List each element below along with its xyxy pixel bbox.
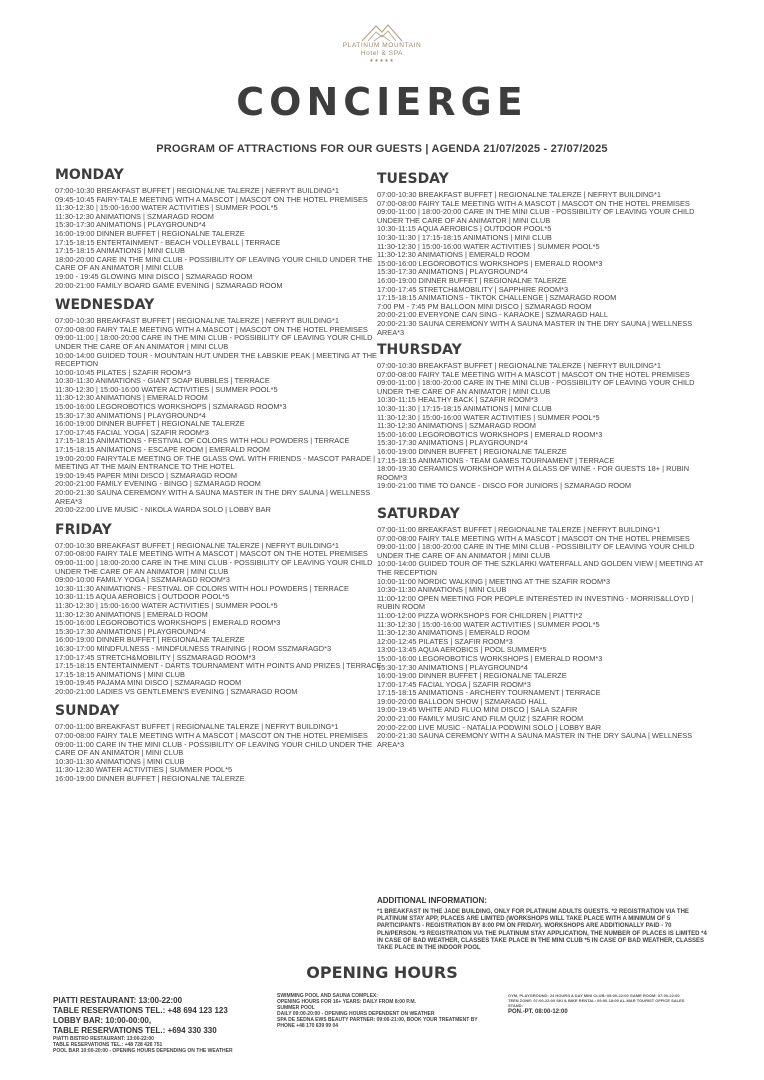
- event-item: 10:30-11:15 AQUA AEROBICS | OUTDOOR POOL*5: [377, 224, 552, 234]
- event-item: 16:30-17:00 MINDFULNESS - MINDFULNESS TRAINING | ROOM SSZMARAGD*3: [55, 643, 332, 653]
- event-item: 11:00-12:00 OPEN MEETING FOR PEOPLE INTERESTED IN INVESTING - MORRIS&LLOYD | RUBIN ROOM: [377, 593, 694, 612]
- event-item: 10:30-11:30 | 17:15-18:15 ANIMATIONS | MINI CLUB: [377, 232, 552, 242]
- event-item: 15:30-17:30 ANIMATIONS | PLAYGROUND*4: [55, 626, 206, 636]
- event-item: 07:00-10:30 BREAKFAST BUFFET | REGIONALNE TALERZE | NEFRYT BUILDING*1: [55, 540, 339, 550]
- event-item: 20:00-21:30 SAUNA CEREMONY WITH A SAUNA MASTER IN THE DRY SAUNA | WELLNESS AREA*3: [377, 731, 693, 749]
- event-item: 12:00-12:45 PILATES | SZAFIR ROOM*3: [377, 636, 513, 646]
- opening-line: TABLE RESERVATIONS TEL.: +48 694 123 123: [53, 1006, 228, 1015]
- event-item: 07:00-08:00 FAIRY TALE MEETING WITH A MASCOT | MASCOT ON THE HOTEL PREMISES: [377, 533, 690, 543]
- event-item: 09:45-10:45 FAIRY-TALE MEETING WITH A MASCOT | MASCOT ON THE HOTEL PREMISES: [55, 194, 368, 204]
- event-item: 19:00 - 19:45 GLOWING MINI DISCO | SZMARAGD ROOM: [55, 271, 253, 281]
- day-title: WEDNESDAY: [55, 297, 155, 314]
- event-item: 07:00-08:00 FAIRY TALE MEETING WITH A MASCOT | MASCOT ON THE HOTEL PREMISES: [377, 198, 690, 208]
- event-item: 19:00-19:45 PAJAMA MINI DISCO | SZMARAGD ROOM: [55, 678, 242, 688]
- event-item: 16:00-19:00 DINNER BUFFET | REGIONALNE TALERZE: [55, 635, 245, 645]
- event-item: 07:00-08:00 FAIRY TALE MEETING WITH A MASCOT | MASCOT ON THE HOTEL PREMISES: [55, 549, 368, 559]
- additional-information: [377, 896, 707, 952]
- event-item: 10:30-11:30 ANIMATIONS | MINI CLUB: [55, 756, 185, 766]
- event-item: 17:15-18:15 ANIMATIONS | MINI CLUB: [55, 246, 185, 256]
- opening-line: DAILY 09:00-20:00 - OPENING HOURS DEPENDENT ON WEATHER: [277, 1011, 435, 1017]
- event-item: 07:00-11:00 BREAKFAST BUFFET | REGIONALNE TALERZE | NEFRYT BUILDING*1: [55, 722, 339, 732]
- event-item: 17:15-18:15 ANIMATIONS - FESTIVAL OF COLORS WITH HOLI POWDERS | TERRACE: [55, 436, 350, 446]
- event-item: 16:00-19:00 DINNER BUFFET | REGIONALNE TALERZE: [55, 419, 245, 429]
- day-wednesday: [55, 296, 383, 515]
- event-item: 16:00-19:00 DINNER BUFFET | REGIONALNE TALERZE: [377, 671, 567, 681]
- event-item: 17:15-18:15 ENTERTAINMENT - BEACH VOLLEYBALL | TERRACE: [55, 237, 281, 247]
- day-title: SUNDAY: [55, 703, 120, 720]
- opening-hours-restaurants: [53, 996, 273, 1055]
- event-item: 17:00-17:45 STRETCH&MOBILITY | SSZMARAGD ROOM*3: [55, 652, 256, 662]
- event-item: 11:30-12:30 ANIMATIONS | EMERALD ROOM: [55, 609, 208, 619]
- event-item: 09:00-11:00 | 18:00-20:00 CARE IN THE MINI CLUB - POSSIBILITY OF LEAVING YOUR CHILD UNDER THE CARE OF AN ANIMATOR | MINI CLUB: [377, 207, 695, 225]
- event-item: 17:15-18:15 ANIMATIONS - ESCAPE ROOM | EMERALD ROOM: [55, 445, 270, 455]
- event-item: 17:15-18:15 ANIMATIONS - TIKTOK CHALLENGE | SZMARAGD ROOM: [377, 293, 617, 303]
- page-subtitle: PROGRAM OF ATTRACTIONS FOR OUR GUESTS | AGENDA 21/07/2025 - 27/07/2025: [156, 143, 608, 155]
- event-item: 15:00-16:00 LEGOROBOTICS WORKSHOPS | EMERALD ROOM*3: [377, 429, 603, 439]
- event-item: 15:00-16:00 LEGOROBOTICS WORKSHOPS | EMERALD ROOM*3: [377, 653, 603, 663]
- day-sunday: [55, 702, 383, 783]
- day-saturday: [377, 505, 707, 749]
- event-item: 07:00-10:30 BREAKFAST BUFFET | REGIONALNE TALERZE | NEFRYT BUILDING*1: [55, 316, 339, 326]
- day-title: THURSDAY: [377, 342, 462, 359]
- event-item: 17:15-18:15 ENTERTAINMENT - DARTS TOURNAMENT WITH POINTS AND PRIZES | TERRACE: [55, 661, 382, 671]
- event-item: 20:00-21:30 SAUNA CEREMONY WITH A SAUNA MASTER IN THE DRY SAUNA | WELLNESS AREA*3: [55, 488, 371, 506]
- office-hours: PON.-PT. 08:00-12:00: [508, 1009, 568, 1015]
- event-item: 09:00-11:00 | 18:00-20:00 CARE IN THE MINI CLUB - POSSIBILITY OF LEAVING YOUR CHILD UNDER THE CARE OF AN ANIMATOR | MINI CLUB: [377, 542, 695, 560]
- event-item: 11:30-12:30 ANIMATIONS | EMERALD ROOM: [55, 393, 208, 403]
- event-item: 20:00-21:00 EVERYONE CAN SING - KARAOKE | SZMARAGD HALL: [377, 310, 608, 320]
- event-item: 20:00-21:30 SAUNA CEREMONY WITH A SAUNA MASTER IN THE DRY SAUNA | WELLNESS AREA*3: [377, 318, 693, 337]
- opening-line: TABLE RESERVATIONS TEL.: +694 330 330: [53, 1026, 217, 1035]
- event-item: 19:00-20:00 BALLOON SHOW | SZMARAGD HALL: [377, 696, 547, 706]
- event-item: 15:30-17:30 ANIMATIONS | PLAYGROUND*4: [377, 662, 528, 672]
- event-item: 11:30-12:30 | 15:00-16:00 WATER ACTIVITIES | SUMMER POOL*5: [55, 203, 278, 213]
- event-item: 16:00-19:00 DINNER BUFFET | REGIONALNE TALERZE: [55, 228, 245, 238]
- event-item: 17:00-17:45 FACIAL YOGA | SZAFIR ROOM*3: [55, 427, 209, 437]
- event-item: 11:30-12:30 ANIMATIONS | SZMARAGD ROOM: [55, 211, 214, 221]
- day-title: FRIDAY: [55, 521, 112, 538]
- event-item: 07:00-10:30 BREAKFAST BUFFET | REGIONALNE TALERZE | NEFRYT BUILDING*1: [377, 361, 661, 371]
- opening-line: SPA DE SEDNA EWS BEAUTY PARTNER: 09:00-21:00, BOOK YOUR TREATMENT BY PHONE +48 170 639 99 04: [277, 1017, 478, 1029]
- opening-line: OPENING HOURS FOR 16+ YEARS: DAILY FROM 8:00 P.M.: [277, 999, 416, 1005]
- day-friday: [55, 521, 383, 697]
- event-item: 10:30-11:30 | 17:15-18:15 ANIMATIONS | MINI CLUB: [377, 404, 552, 414]
- event-item: 20:00-21:00 LADIES VS GENTLEMEN'S EVENING | SZMARAGD ROOM: [55, 686, 298, 696]
- event-item: 16:00-19:00 DINNER BUFFET | REGIONALNE TALERZE: [55, 774, 245, 784]
- day-tuesday: [377, 170, 707, 337]
- event-item: 17:15-18:15 ANIMATIONS | MINI CLUB: [55, 669, 185, 679]
- event-item: 09:00-11:00 | 18:00-20:00 CARE IN THE MINI CLUB - POSSIBILITY OF LEAVING YOUR CHILD UNDER THE CARE OF AN ANIMATOR | MINI CLUB: [377, 378, 695, 396]
- event-item: 10:00-11:00 NORDIC WALKING | MEETING AT THE SZAFIR ROOM*3: [377, 576, 611, 586]
- event-item: 10:30-11:30 ANIMATIONS - FESTIVAL OF COLORS WITH HOLI POWDERS | TERRACE: [55, 583, 349, 593]
- event-item: 09:00-11:00 | 18:00-20:00 CARE IN THE MINI CLUB - POSSIBILITY OF LEAVING YOUR CHILD UNDER THE CARE OF AN ANIMATOR | MINI CLUB: [55, 333, 373, 351]
- event-item: 11:30-12:30 | 15:00-16:00 WATER ACTIVITIES | SUMMER POOL*5: [55, 600, 278, 610]
- opening-line: POOL BAR 10:00-20:00 - OPENING HOURS DEPENDING ON THE WEATHER: [53, 1048, 233, 1055]
- event-item: 18:00-19:30 CERAMICS WORKSHOP WITH A GLASS OF WINE - FOR GUESTS 18+ | RUBIN ROOM*3: [377, 464, 690, 482]
- event-item: 20:00-21:00 FAMILY BOARD GAME EVENING | SZMARAGD ROOM: [55, 280, 283, 290]
- event-item: 15:30-17:30 ANIMATIONS | PLAYGROUND*4: [377, 438, 528, 448]
- event-item: 13:00-13:45 AQUA AEROBICS | POOL SUMMER*5: [377, 645, 547, 655]
- event-item: 11:30-12:30 | 15:00-16:00 WATER ACTIVITIES | SUMMER POOL*5: [377, 412, 600, 422]
- page-title: CONCIERGE: [236, 80, 528, 124]
- logo-stars: ★★★★★: [369, 58, 395, 64]
- event-item: 07:00-11:00 BREAKFAST BUFFET | REGIONALNE TALERZE | NEFRYT BUILDING*1: [377, 525, 661, 534]
- event-item: 17:00-17:45 FACIAL YOGA | SZAFIR ROOM*3: [377, 679, 531, 689]
- event-item: 15:30-17:30 ANIMATIONS | PLAYGROUND*4: [55, 410, 206, 420]
- opening-line: SWIMMING POOL AND SAUNA COMPLEX:: [277, 993, 378, 999]
- event-item: 17:15-18:15 ANIMATIONS - ARCHERY TOURNAMENT | TERRACE: [377, 688, 601, 698]
- event-item: 16:00-19:00 DINNER BUFFET | REGIONALNE TALERZE: [377, 275, 567, 285]
- event-item: 15:30-17:30 ANIMATIONS | PLAYGROUND*4: [377, 267, 528, 277]
- event-item: 07:00-08:00 FAIRY TALE MEETING WITH A MASCOT | MASCOT ON THE HOTEL PREMISES: [55, 731, 368, 741]
- event-item: 19:00-21:00 TIME TO DANCE - DISCO FOR JUNIORS | SZMARAGD ROOM: [377, 481, 632, 491]
- event-item: 11:30-12:30 | 15:00-16:00 WATER ACTIVITIES | SUMMER POOL*5: [377, 619, 600, 629]
- event-item: 7:00 PM - 7:45 PM BALLOON MINI DISCO | SZMARAGD ROOM: [377, 301, 592, 311]
- event-item: 10:00-10:45 PILATES | SZAFIR ROOM*3: [55, 367, 191, 377]
- event-item: 15:00-16:00 LEGOROBOTICS WORKSHOPS | EMERALD ROOM*3: [377, 258, 603, 268]
- hotel-logo: [0, 22, 764, 64]
- opening-line: TABLE RESERVATIONS TEL.: +48 728 426 751: [53, 1042, 163, 1049]
- event-item: 17:00-17:45 STRETCH&MOBILITY | SAPPHIRE ROOM*3: [377, 284, 569, 294]
- day-thursday: [377, 341, 707, 491]
- event-item: 20:00-22:00 LIVE MUSIC - NATALIA PODWINI SOLO | LOBBY BAR: [377, 722, 602, 732]
- day-title: MONDAY: [55, 167, 124, 183]
- opening-line: LOBBY BAR: 10:00-00:00,: [53, 1016, 152, 1025]
- event-item: 10:30-11:30 ANIMATIONS | MINI CLUB: [377, 585, 507, 595]
- event-item: 09:00-10:00 FAMILY YOGA | SSZMARAGD ROOM*3: [55, 575, 230, 585]
- opening-hours-pool: [277, 993, 487, 1029]
- event-item: 10:00-14:00 GUIDED TOUR OF THE SZKLARKI WATERFALL AND GOLDEN VIEW | MEETING AT THE RECEPTION: [377, 559, 704, 577]
- opening-hours-facilities: [508, 993, 724, 1015]
- event-item: 11:00-12:00 PIZZA WORKSHOPS FOR CHILDREN | PIATTI*2: [377, 610, 583, 620]
- event-item: 17:15-18:15 ANIMATIONS - TEAM GAMES TOURNAMENT | TERRACE: [377, 455, 615, 465]
- event-item: 07:00-08:00 FAIRY TALE MEETING WITH A MASCOT | MASCOT ON THE HOTEL PREMISES: [55, 324, 368, 334]
- event-item: 15:30-17:30 ANIMATIONS | PLAYGROUND*4: [55, 220, 206, 230]
- event-item: 11:30-12:30 ANIMATIONS | EMERALD ROOM: [377, 628, 530, 638]
- opening-line: STAND:: [508, 1003, 523, 1008]
- event-item: 15:00-16:00 LEGOROBOTICS WORKSHOPS | SZMARAGD ROOM*3: [55, 402, 287, 412]
- opening-line: PIATTI RESTAURANT: 13:00-22:00: [53, 996, 183, 1005]
- opening-line: TEEN ZONE: 07:00-22:00 SKI & BIKE RENTAL: 09:00-18:00 AL-MAR TOURIST OFFICE SALES: [508, 998, 685, 1003]
- event-item: 20:00-21:00 FAMILY EVENING - BINGO | SZMARAGD ROOM: [55, 479, 261, 489]
- event-item: 10:30-11:15 HEALTHY BACK | SZAFIR ROOM*3: [377, 395, 538, 405]
- event-item: 11:30-12:30 WATER ACTIVITIES | SUMMER POOL*5: [55, 765, 233, 775]
- event-item: 09:00-11:00 | 18:00-20:00 CARE IN THE MINI CLUB - POSSIBILITY OF LEAVING YOUR CHILD UNDER THE CARE OF AN ANIMATOR | MINI CLUB: [55, 557, 373, 576]
- event-item: 19:00-19:45 PAPER MINI DISCO | SZMARAGD ROOM: [55, 470, 238, 480]
- event-item: 07:00-10:30 BREAKFAST BUFFET | REGIONALNE TALERZE | NEFRYT BUILDING*1: [377, 190, 661, 199]
- day-monday: [55, 166, 383, 290]
- logo-line2: Hotel & SPA: [360, 50, 404, 57]
- event-item: 11:30-12:30 | 15:00-16:00 WATER ACTIVITIES | SUMMER POOL*5: [55, 384, 278, 394]
- additional-title: ADDITIONAL INFORMATION:: [377, 896, 487, 905]
- event-item: 20:00-22:00 LIVE MUSIC - NIKOLA WARDA SOLO | LOBBY BAR: [55, 505, 271, 515]
- event-item: 10:00-14:00 GUIDED TOUR - MOUNTAIN HUT UNDER THE ŁABSKIE PEAK | MEETING AT THE RECEPTION: [55, 350, 377, 369]
- mountain-logo-icon: [360, 22, 404, 42]
- opening-line: PIATTI BISTRO RESTAURANT: 13:00-22:00: [53, 1036, 154, 1042]
- event-item: 07:00-08:00 FAIRY TALE MEETING WITH A MASCOT | MASCOT ON THE HOTEL PREMISES: [377, 369, 690, 379]
- day-title: TUESDAY: [377, 171, 449, 187]
- event-item: 09:00-11:00 CARE IN THE MINI CLUB - POSSIBILITY OF LEAVING YOUR CHILD UNDER THE CARE OF AN ANIMATOR | MINI CLUB: [55, 739, 373, 758]
- opening-line: SUMMER POOL: [277, 1005, 315, 1011]
- additional-text: *1 BREAKFAST IN THE JADE BUILDING, ONLY FOR PLATINUM ADULTS GUESTS. *2 REGISTRATION VIA THE PLATINUM STAY APP, PLACES ARE LIMITED (WORKSHOPS WILL TAKE PLACE WITH A MINIMUM OF 5 PARTICIPANTS - REGISTRATION BY 8:00 PM ON FRIDAY). WORKSHOPS ARE ADDITIONALLY PAID - 70 PLN/PERSON. *3 REGISTRATION VIA THE PLATINUM STAY APPLICATION, THE NUMBER OF PLACES IS LIMITED *4 IN CASE OF BAD WEATHER, CLASSES TAKE PLACE IN THE MINI CLUB *5 IN CASE OF BAD WEATHER, CLASSES TAKE PLACE IN THE INDOOR POOL: [377, 909, 707, 952]
- event-item: 19:00-19:45 WHITE AND FLUO MINI DISCO | SALA SZAFIR: [377, 705, 578, 715]
- event-item: 10:30-11:15 AQUA AEROBICS | OUTDOOR POOL*5: [55, 592, 230, 602]
- opening-line: GYM, PLAYGROUND: 24 HOURS A DAY MINI CLUB: 08:00-22:00 GAME ROOM: 07:00-22:00: [508, 993, 680, 998]
- event-item: 19:00-20:00 FAIRYTALE MEETING OF THE GLASS OWL WITH FRIENDS - MASCOT PARADE | MEETING AT THE MAIN ENTRANCE TO THE HOTEL: [55, 453, 376, 472]
- event-item: 11:30-12:30 ANIMATIONS | EMERALD ROOM: [377, 250, 530, 260]
- day-title: SATURDAY: [377, 506, 460, 522]
- event-item: 11:30-12:30 ANIMATIONS | SZMARAGD ROOM: [377, 421, 536, 431]
- event-item: 07:00-10:30 BREAKFAST BUFFET | REGIONALNE TALERZE | NEFRYT BUILDING*1: [55, 186, 339, 195]
- event-item: 11:30-12:30 | 15:00-16:00 WATER ACTIVITIES | SUMMER POOL*5: [377, 241, 600, 251]
- opening-hours-title: OPENING HOURS: [306, 963, 458, 982]
- event-item: 18:00-20:00 CARE IN THE MINI CLUB - POSSIBILITY OF LEAVING YOUR CHILD UNDER THE CARE OF AN ANIMATOR | MINI CLUB: [55, 254, 373, 273]
- logo-line1: PLATINUM MOUNTAIN: [342, 42, 422, 49]
- event-item: 16:00-19:00 DINNER BUFFET | REGIONALNE TALERZE: [377, 447, 567, 457]
- event-item: 20:00-21:00 FAMILY MUSIC AND FILM QUIZ | SZAFIR ROOM: [377, 714, 584, 724]
- event-item: 10:30-11:30 ANIMATIONS - GIANT SOAP BUBBLES | TERRACE: [55, 376, 270, 386]
- event-item: 15:00-16:00 LEGOROBOTICS WORKSHOPS | EMERALD ROOM*3: [55, 618, 281, 628]
